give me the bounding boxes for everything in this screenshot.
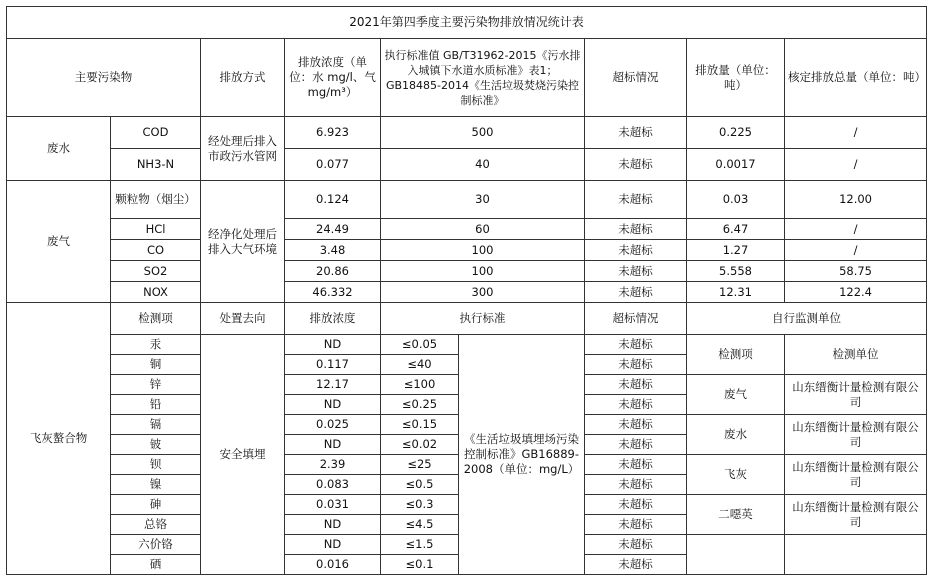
header-pollutant: 主要污染物 [7,39,201,117]
flyash-item: 铅 [111,395,201,415]
flyash-item: 六价铬 [111,535,201,555]
monitor-item: 飞灰 [687,455,785,495]
header-amount: 排放量（单位：吨） [687,39,785,117]
wastewater-row [7,149,927,181]
amount-value: 6.47 [687,219,785,240]
exhaust-method: 经净化处理后排入大气环境 [201,181,285,303]
concentration-value: ND [285,395,381,415]
exceed-status: 未超标 [585,335,687,355]
monitor-unit: 山东缙衡计量检测有限公司 [785,495,927,535]
approved-value: 12.00 [785,181,927,219]
flyash-label: 飞灰螯合物 [7,303,111,575]
subheader-concentration: 排放浓度 [285,303,381,335]
monitor-item: 废水 [687,415,785,455]
exceed-status: 未超标 [585,415,687,435]
limit-value: ≤4.5 [381,515,459,535]
concentration-value: 3.48 [285,240,381,261]
exceed-status: 未超标 [585,535,687,555]
exceed-status: 未超标 [585,261,687,282]
emission-table [6,6,927,575]
concentration-value: 0.077 [285,149,381,181]
concentration-value: 2.39 [285,455,381,475]
monitor-unit: 山东缙衡计量检测有限公司 [785,375,927,415]
flyash-item: 锌 [111,375,201,395]
exhaust-row [7,219,927,240]
exceed-status: 未超标 [585,282,687,303]
concentration-value: 24.49 [285,219,381,240]
limit-value: ≤1.5 [381,535,459,555]
pollutant-item: HCl [111,219,201,240]
flyash-destination: 安全填埋 [201,335,285,575]
standard-value: 300 [381,282,585,303]
monitor-item: 二噁英 [687,495,785,535]
concentration-value: 0.031 [285,495,381,515]
approved-value: / [785,219,927,240]
header-approved: 核定排放总量（单位：吨） [785,39,927,117]
pollutant-item: NH3-N [111,149,201,181]
exceed-status: 未超标 [585,455,687,475]
concentration-value: ND [285,515,381,535]
limit-value: ≤0.3 [381,495,459,515]
monitor-item: 废气 [687,375,785,415]
pollutant-item: SO2 [111,261,201,282]
limit-value: ≤0.25 [381,395,459,415]
limit-value: ≤0.02 [381,435,459,455]
pollutant-item: CO [111,240,201,261]
flyash-item: 铜 [111,355,201,375]
standard-value: 500 [381,117,585,149]
exhaust-row [7,181,927,219]
concentration-value: 0.016 [285,555,381,575]
standard-value: 60 [381,219,585,240]
pollutant-item: NOX [111,282,201,303]
monitor-unit: 山东缙衡计量检测有限公司 [785,415,927,455]
limit-value: ≤0.1 [381,555,459,575]
exhaust-row [7,261,927,282]
approved-value: / [785,240,927,261]
subheader-monitor: 自行监测单位 [687,303,927,335]
exceed-status: 未超标 [585,181,687,219]
limit-value: ≤25 [381,455,459,475]
concentration-value: ND [285,535,381,555]
exhaust-row [7,282,927,303]
exhaust-label: 废气 [7,181,111,303]
concentration-value: 20.86 [285,261,381,282]
exceed-status: 未超标 [585,219,687,240]
subheader-exceed: 超标情况 [585,303,687,335]
concentration-value: 0.117 [285,355,381,375]
header-standard: 执行标准值 GB/T31962-2015《污水排入城镇下水道水质标准》表1；GB18485-2014《生活垃圾焚烧污染控制标准》 [381,39,585,117]
exceed-status: 未超标 [585,355,687,375]
subheader-standard: 执行标准 [381,303,585,335]
emission-statistics-sheet [6,6,926,575]
flyash-item: 镍 [111,475,201,495]
limit-value: ≤100 [381,375,459,395]
wastewater-row [7,117,927,149]
exceed-status: 未超标 [585,375,687,395]
approved-value: / [785,117,927,149]
flyash-item: 铍 [111,435,201,455]
standard-value: 40 [381,149,585,181]
empty-cell [687,535,785,575]
flyash-item: 硒 [111,555,201,575]
pollutant-item: COD [111,117,201,149]
exceed-status: 未超标 [585,495,687,515]
monitor-header-unit: 检测单位 [785,335,927,375]
amount-value: 12.31 [687,282,785,303]
exceed-status: 未超标 [585,435,687,455]
wastewater-method: 经处理后排入市政污水管网 [201,117,285,181]
limit-value: ≤0.15 [381,415,459,435]
flyash-item: 汞 [111,335,201,355]
concentration-value: 6.923 [285,117,381,149]
limit-value: ≤40 [381,355,459,375]
concentration-value: 0.083 [285,475,381,495]
empty-cell [785,535,927,575]
concentration-value: ND [285,335,381,355]
standard-value: 100 [381,240,585,261]
subheader-item: 检测项 [111,303,201,335]
amount-value: 5.558 [687,261,785,282]
flyash-item: 镉 [111,415,201,435]
header-method: 排放方式 [201,39,285,117]
flyash-standard-text: 《生活垃圾填埋场污染控制标准》GB16889-2008（单位：mg/L） [459,335,585,575]
header-concentration: 排放浓度（单位：水 mg/l、气 mg/m³） [285,39,381,117]
standard-value: 100 [381,261,585,282]
subheader-destination: 处置去向 [201,303,285,335]
wastewater-label: 废水 [7,117,111,181]
monitor-unit: 山东缙衡计量检测有限公司 [785,455,927,495]
monitor-header-item: 检测项 [687,335,785,375]
limit-value: ≤0.05 [381,335,459,355]
exceed-status: 未超标 [585,555,687,575]
flyash-subheader-row [7,303,927,335]
exceed-status: 未超标 [585,515,687,535]
flyash-item: 钡 [111,455,201,475]
amount-value: 1.27 [687,240,785,261]
amount-value: 0.225 [687,117,785,149]
concentration-value: 0.025 [285,415,381,435]
limit-value: ≤0.5 [381,475,459,495]
concentration-value: 0.124 [285,181,381,219]
concentration-value: ND [285,435,381,455]
amount-value: 0.03 [687,181,785,219]
exceed-status: 未超标 [585,395,687,415]
concentration-value: 46.332 [285,282,381,303]
standard-value: 30 [381,181,585,219]
flyash-row [7,335,927,355]
approved-value: 122.4 [785,282,927,303]
concentration-value: 12.17 [285,375,381,395]
flyash-item: 总铬 [111,515,201,535]
exceed-status: 未超标 [585,475,687,495]
exceed-status: 未超标 [585,149,687,181]
table-body [7,7,927,575]
flyash-item: 砷 [111,495,201,515]
table-title: 2021年第四季度主要污染物排放情况统计表 [7,7,927,39]
approved-value: / [785,149,927,181]
header-exceed: 超标情况 [585,39,687,117]
exceed-status: 未超标 [585,117,687,149]
pollutant-item: 颗粒物（烟尘） [111,181,201,219]
exceed-status: 未超标 [585,240,687,261]
exhaust-row [7,240,927,261]
amount-value: 0.0017 [687,149,785,181]
approved-value: 58.75 [785,261,927,282]
